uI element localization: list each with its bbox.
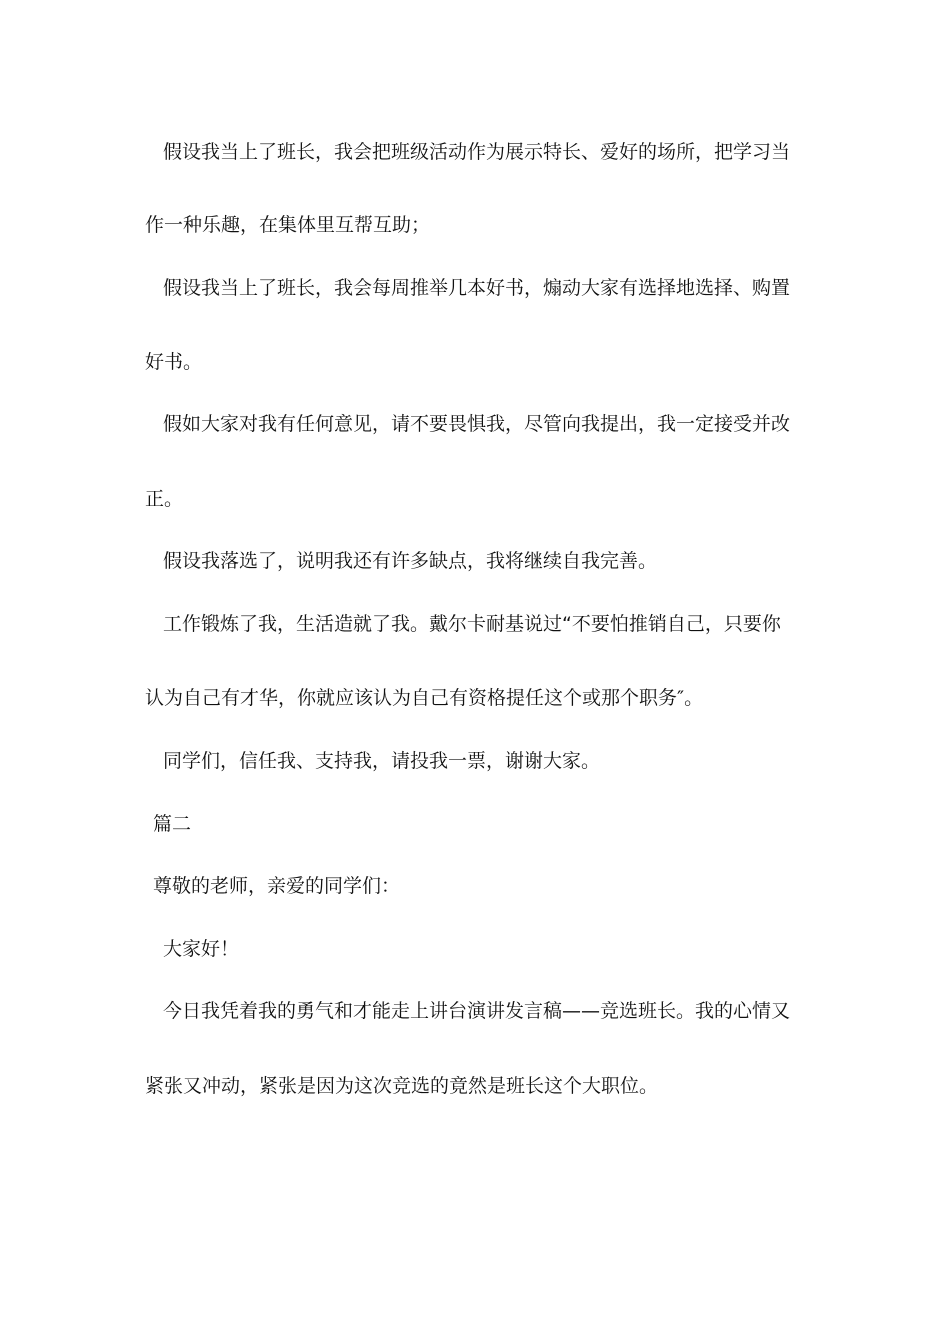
paragraph-line: 认为自己有才华，你就应该认为自己有资格提任这个或那个职务″。: [145, 687, 704, 709]
paragraph-line: 假设我当上了班长，我会把班级活动作为展示特长、爱好的场所，把学习当: [163, 141, 791, 163]
paragraph-line: 今日我凭着我的勇气和才能走上讲台演讲发言稿——竞选班长。我的心情又: [163, 1000, 791, 1022]
section-heading: 篇二: [153, 813, 192, 835]
paragraph-line: 假如大家对我有任何意见，请不要畏惧我，尽管向我提出，我一定接受并改: [163, 413, 791, 435]
paragraph-line: 作一种乐趣，在集体里互帮互助；: [145, 214, 431, 236]
salutation: 尊敬的老师，亲爱的同学们：: [153, 875, 401, 897]
paragraph-line: 假设我落选了，说明我还有许多缺点，我将继续自我完善。: [163, 550, 658, 572]
paragraph-line: 好书。: [145, 351, 203, 373]
paragraph-line: 同学们，信任我、支持我，请投我一票，谢谢大家。: [163, 750, 601, 772]
paragraph-line: 假设我当上了班长，我会每周推举几本好书，煽动大家有选择地选择、购置: [163, 277, 791, 299]
paragraph-line: 正。: [145, 488, 184, 510]
greeting: 大家好！: [163, 938, 240, 960]
paragraph-line: 工作锻炼了我，生活造就了我。戴尔卡耐基说过“不要怕推销自己，只要你: [163, 613, 781, 635]
paragraph-line: 紧张又冲动，紧张是因为这次竞选的竟然是班长这个大职位。: [145, 1075, 659, 1097]
